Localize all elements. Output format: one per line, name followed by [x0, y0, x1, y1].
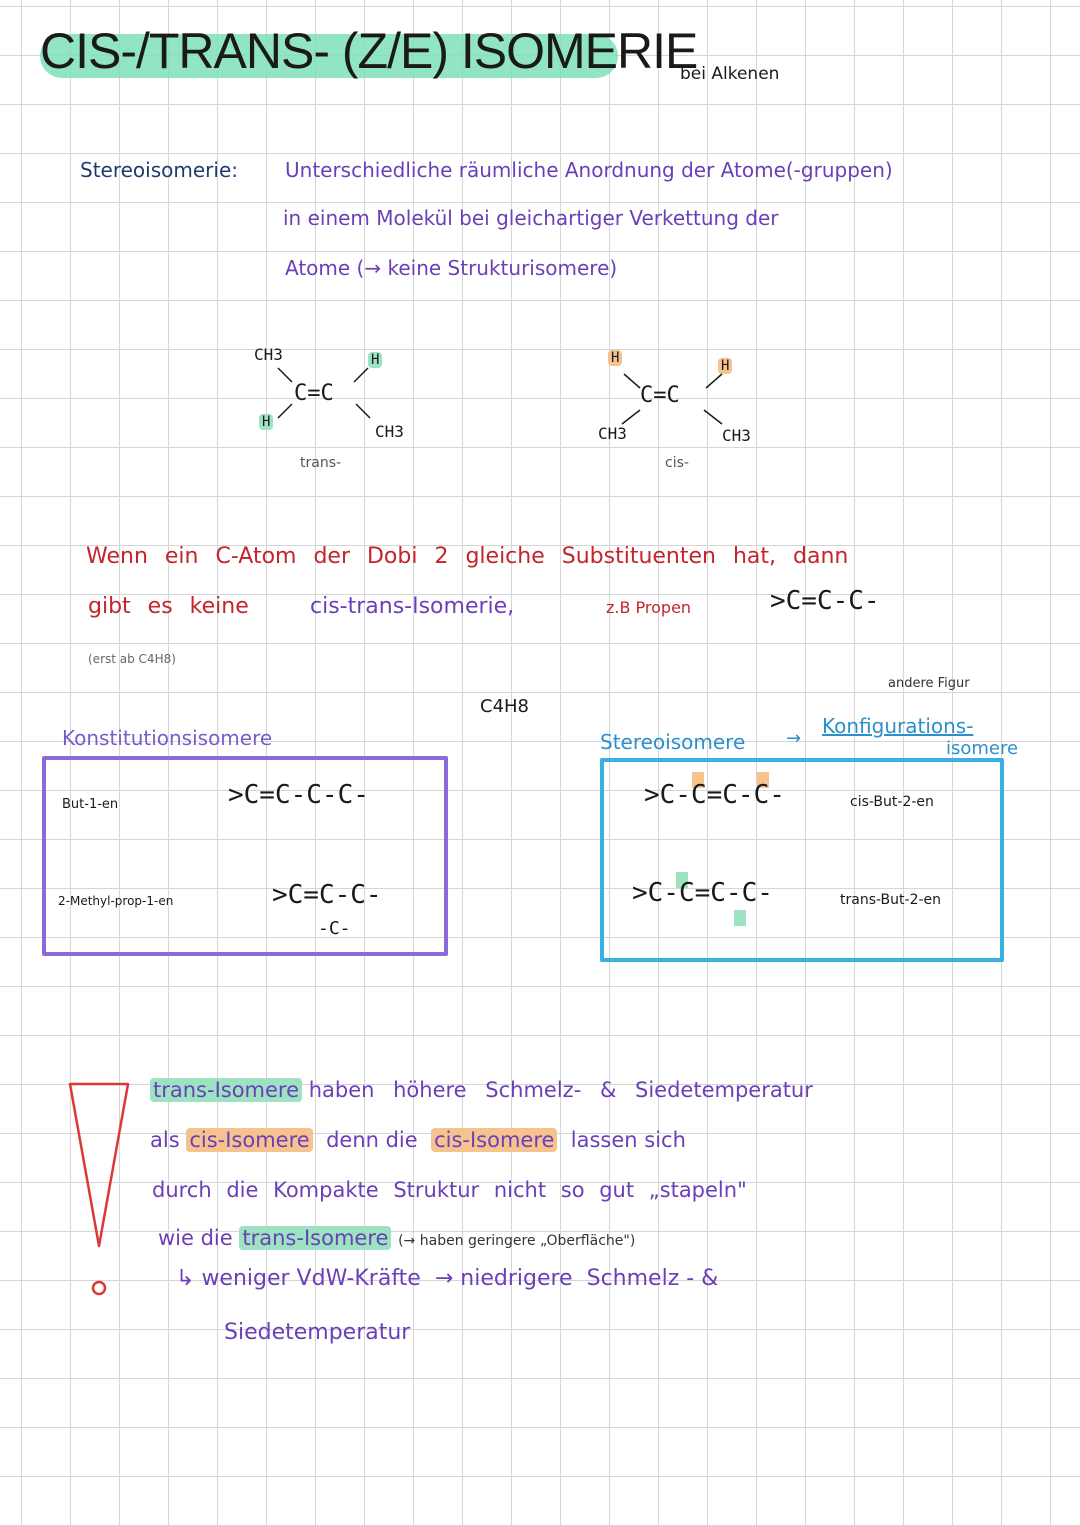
warning-line-5: ↳ weniger VdW-Kräfte → niedrigere Schmelz - &: [176, 1266, 719, 1291]
trans-top-right-group: H: [368, 352, 382, 368]
cis-top-left-group: H: [608, 350, 622, 366]
trans-bond-lines: [250, 360, 400, 430]
constitution-formula-2-branch: -C-: [318, 918, 351, 939]
cis-bottom-left-group: CH3: [598, 424, 627, 443]
stereo-formula-2: >C-C=C-C-: [632, 878, 773, 908]
configuration-heading-2: isomere: [946, 738, 1019, 759]
trans-bottom-left-group: H: [259, 414, 273, 430]
rule-line-2b: cis-trans-Isomerie,: [310, 594, 515, 619]
definition-line-2: in einem Molekül bei gleichartiger Verkettung der: [283, 206, 779, 230]
rule-note: (erst ab C4H8): [88, 652, 176, 666]
definition-line-1: Unterschiedliche räumliche Anordnung der Atome(-gruppen): [285, 158, 893, 182]
page-title: CIS-/TRANS- (Z/E) ISOMERIE: [40, 23, 698, 79]
rule-line-2a: gibt es keine: [88, 594, 249, 619]
warning-line-6: Siedetemperatur: [224, 1320, 411, 1345]
constitution-name-1: But-1-en: [62, 797, 119, 812]
definition-line-3: Atome (→ keine Strukturisomere): [285, 256, 618, 280]
constitution-formula-1: >C=C-C-C-: [228, 780, 369, 810]
constitution-formula-2: >C=C-C-: [272, 880, 382, 910]
stereo-heading: Stereoisomere: [600, 730, 746, 754]
formula-label: C4H8: [480, 696, 530, 717]
cis-top-right-group: H: [718, 358, 732, 374]
warning-line-1: trans-Isomere haben höhere Schmelz- & Siedetemperatur: [150, 1078, 813, 1102]
cis-bond-lines: [600, 364, 750, 434]
constitution-heading: Konstitutionsisomere: [62, 726, 273, 750]
trans-top-left-group: CH3: [254, 345, 283, 364]
stereo-name-1: cis-But-2-en: [850, 794, 934, 810]
cis-bottom-right-group: CH3: [722, 426, 751, 445]
warning-line-4: wie die trans-Isomere (→ haben geringere „Oberfläche"): [158, 1226, 636, 1250]
constitution-name-2: 2-Methyl-prop-1-en: [58, 894, 174, 908]
stereo-arrow: →: [786, 728, 802, 749]
trans-label: trans-: [300, 455, 342, 471]
definition-term: Stereoisomerie:: [80, 158, 238, 182]
rule-line-1: Wenn ein C-Atom der Dobi 2 gleiche Substituenten hat, dann: [86, 544, 849, 569]
cis-label: cis-: [665, 455, 689, 471]
warning-line-2: als cis-Isomere denn die cis-Isomere lassen sich: [150, 1128, 686, 1152]
configuration-heading: Konfigurations-: [822, 714, 974, 738]
cis-double-bond: C=C: [640, 383, 680, 408]
stereo-formula-1: >C-C=C-C-: [644, 780, 785, 810]
trans-marker-2: [734, 910, 746, 926]
configuration-annotation: andere Figur: [888, 676, 970, 691]
propen-formula: >C=C-C-: [770, 586, 880, 616]
rule-example: z.B Propen: [606, 598, 692, 617]
warning-icon: [66, 1078, 132, 1308]
trans-bottom-right-group: CH3: [375, 422, 404, 441]
stereo-name-2: trans-But-2-en: [840, 892, 942, 908]
warning-line-3: durch die Kompakte Struktur nicht so gut „stapeln": [152, 1178, 747, 1202]
trans-double-bond: C=C: [294, 381, 334, 406]
page-subtitle: bei Alkenen: [680, 64, 780, 84]
